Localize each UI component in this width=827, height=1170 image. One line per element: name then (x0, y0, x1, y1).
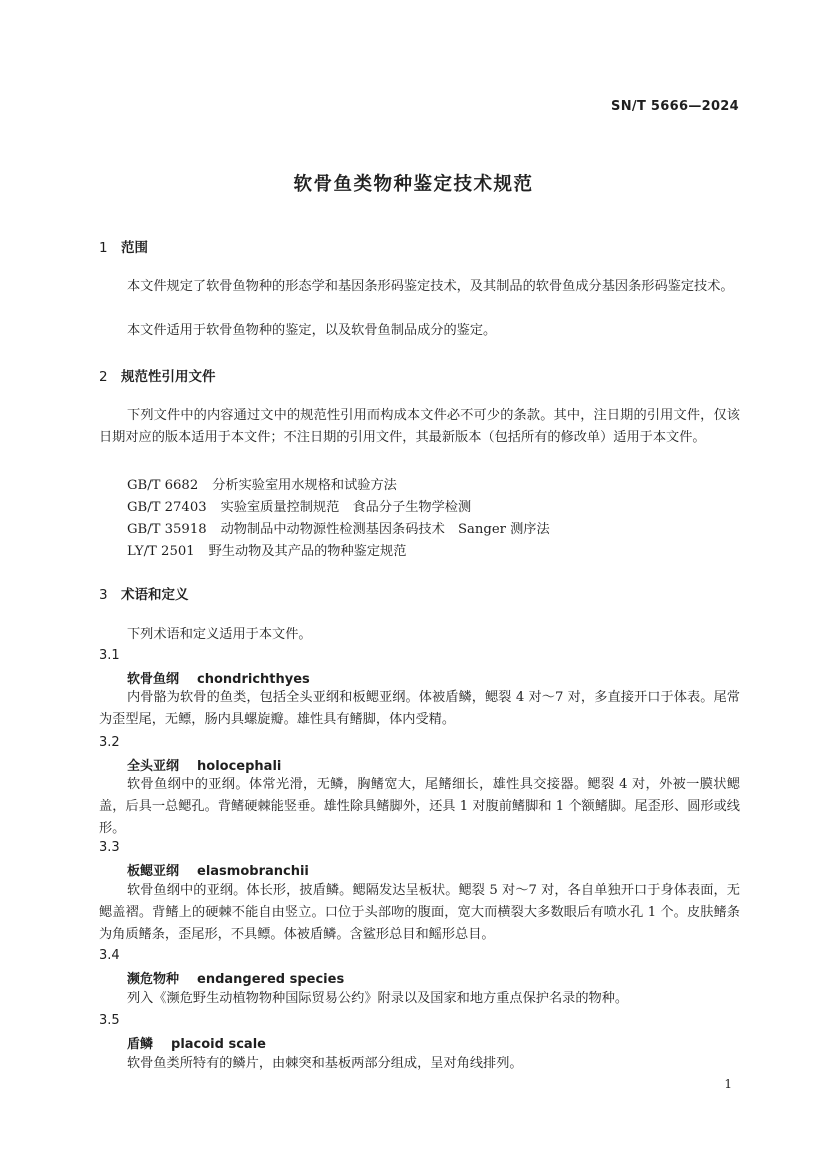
section-heading-scope (99, 236, 148, 256)
term-english: elasmobranchii (197, 864, 309, 879)
term-definition: 软骨鱼纲中的亚纲。体常光滑，无鳞，胸鳍宽大，尾鳍细长，雄性具交接器。鳃裂 4 对，外被一膜状鳃盖，后具一总鳃孔。背鳍硬棘能竖垂。雄性除具鳍脚外，还具 1 对腹前鳍脚和 1 个额鳍脚。尾歪形、圆形或线形。 (99, 777, 740, 836)
reference-title: 实验室质量控制规范 食品分子生物学检测 (220, 500, 472, 515)
section-title: 范围 (121, 240, 148, 256)
term-number: 3.4 (99, 948, 120, 963)
reference-item (127, 518, 550, 537)
scope-paragraph: 本文件适用于软骨鱼物种的鉴定，以及软骨鱼制品成分的鉴定。 (127, 323, 497, 338)
term-number: 3.2 (99, 735, 120, 750)
term-heading (127, 668, 310, 687)
scope-paragraph: 本文件规定了软骨鱼物种的形态学和基因条形码鉴定技术，及其制品的软骨鱼成分基因条形码鉴定技术。 (127, 279, 734, 294)
section-title: 术语和定义 (121, 587, 189, 603)
reference-code: GB/T 35918 (127, 522, 207, 537)
reference-code: LY/T 2501 (127, 544, 195, 559)
references-intro: 下列文件中的内容通过文中的规范性引用而构成本文件必不可少的条款。其中，注日期的引用文件，仅该日期对应的版本适用于本文件；不注日期的引用文件，其最新版本（包括所有的修改单）适用于本文件。 (99, 408, 740, 445)
term-heading (127, 860, 309, 879)
term-chinese: 软骨鱼纲 (127, 672, 180, 687)
reference-title: 分析实验室用水规格和试验方法 (212, 478, 397, 493)
reference-code: GB/T 27403 (127, 500, 207, 515)
term-definition: 软骨鱼类所特有的鳞片，由棘突和基板两部分组成，呈对角线排列。 (127, 1056, 523, 1071)
term-definition: 内骨骼为软骨的鱼类，包括全头亚纲和板鳃亚纲。体被盾鳞，鳃裂 4 对～7 对，多直接开口于体表。尾常为歪型尾，无鳔，肠内具螺旋瓣。雄性具有鳍脚，体内受精。 (99, 690, 740, 727)
term-definition: 软骨鱼纲中的亚纲。体长形，披盾鳞。鳃隔发达呈板状。鳃裂 5 对～7 对，各自单独开口于身体表面，无鳃盖褶。背鳍上的硬棘不能自由竖立。口位于头部吻的腹面，宽大而横裂大多数眼后有喷水孔 1 个。皮肤鳍条为角质鳍条，歪尾形，不具鳔。体被盾鳞。含鲨形总目和鳐形总目。 (99, 883, 740, 942)
term-number: 3.3 (99, 840, 120, 855)
document-number: SN/T 5666—2024 (611, 99, 739, 114)
section-heading-normative-references (99, 365, 216, 385)
section-heading-terms (99, 583, 189, 603)
reference-code: GB/T 6682 (127, 478, 199, 493)
term-english: chondrichthyes (197, 672, 310, 687)
section-number: 1 (99, 240, 108, 256)
term-chinese: 全头亚纲 (127, 759, 180, 774)
term-chinese: 濒危物种 (127, 972, 180, 987)
reference-title: 野生动物及其产品的物种鉴定规范 (208, 544, 407, 559)
term-english: placoid scale (171, 1037, 266, 1052)
term-english: endangered species (197, 972, 345, 987)
reference-title: 动物制品中动物源性检测基因条码技术 Sanger 测序法 (220, 522, 550, 537)
reference-item (127, 474, 397, 493)
term-chinese: 板鳃亚纲 (127, 864, 180, 879)
term-number: 3.1 (99, 648, 120, 663)
section-number: 3 (99, 587, 108, 603)
page-title: 软骨鱼类物种鉴定技术规范 (293, 174, 534, 195)
section-number: 2 (99, 369, 108, 385)
term-heading (127, 1033, 266, 1052)
term-number: 3.5 (99, 1013, 120, 1028)
terms-intro: 下列术语和定义适用于本文件。 (127, 627, 312, 642)
reference-item (127, 496, 471, 515)
term-heading (127, 755, 281, 774)
term-definition: 列入《濒危野生动植物物种国际贸易公约》附录以及国家和地方重点保护名录的物种。 (127, 991, 629, 1006)
page-number: 1 (724, 1077, 732, 1091)
term-english: holocephali (197, 759, 282, 774)
term-heading (127, 968, 344, 987)
section-title: 规范性引用文件 (121, 369, 216, 385)
reference-item (127, 540, 406, 559)
term-chinese: 盾鳞 (127, 1037, 154, 1052)
